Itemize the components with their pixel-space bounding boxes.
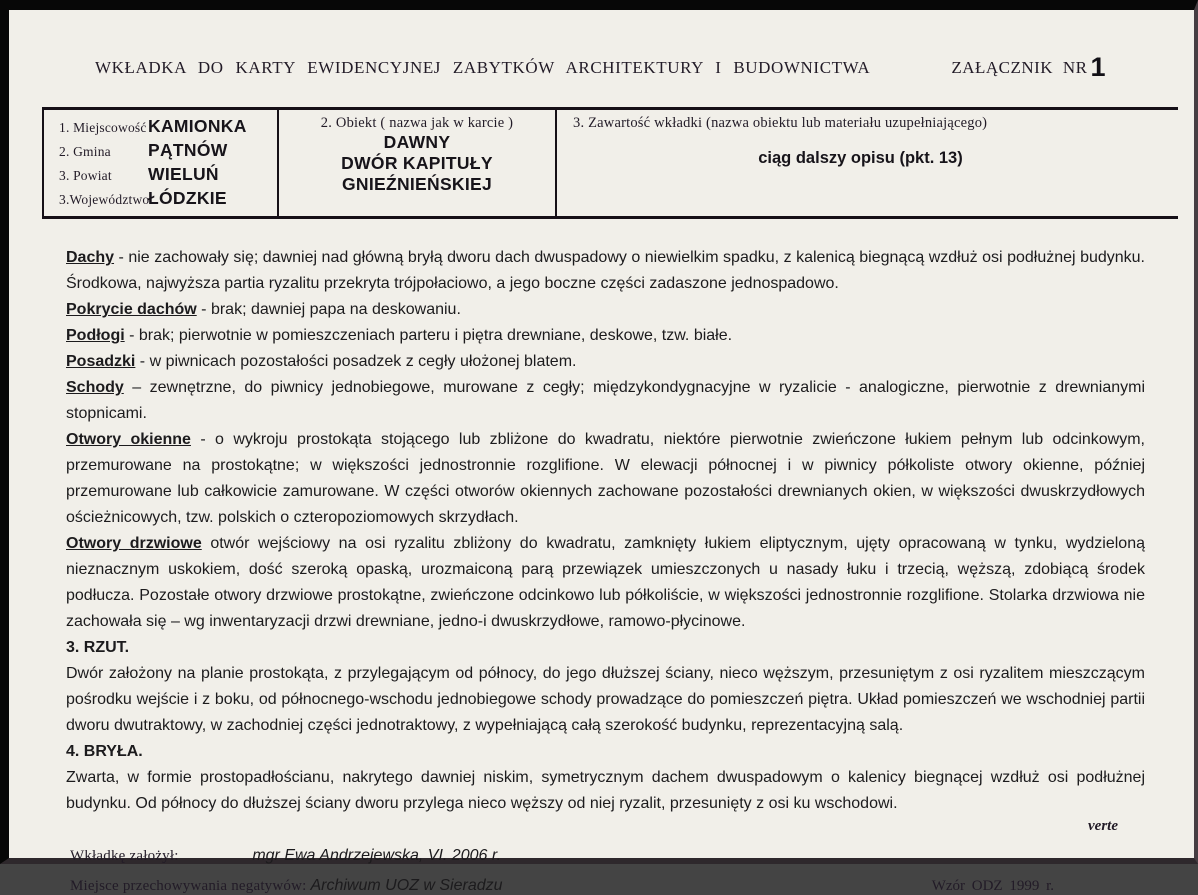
section-heading-bryla bbox=[66, 739, 1145, 765]
content-value: ciąg dalszy opisu (pkt. 13) bbox=[758, 149, 963, 167]
content-cell bbox=[555, 110, 1178, 216]
location-label: 3. Powiat bbox=[59, 168, 112, 183]
founder-row bbox=[70, 847, 1154, 865]
description-paragraph bbox=[66, 297, 1145, 323]
location-label: 2. Gmina bbox=[59, 144, 111, 159]
negatives-value: Archiwum UOZ w Sieradzu bbox=[310, 877, 503, 894]
paragraph-text: - w piwnicach pozostałości posadzek z cegły ułożonej blatem. bbox=[135, 353, 577, 370]
description-paragraph bbox=[66, 375, 1145, 427]
paragraph-heading: Dachy bbox=[66, 249, 115, 266]
location-value: KAMIONKA bbox=[148, 116, 247, 136]
location-value: WIELUŃ bbox=[148, 164, 219, 184]
location-value: PĄTNÓW bbox=[148, 140, 228, 160]
title-bar bbox=[9, 10, 1194, 83]
founder-value: mgr Ewa Andrzejewska, VI. 2006 r. bbox=[252, 847, 502, 864]
description-section bbox=[9, 219, 1194, 817]
negatives-label: Miejsce przechowywania negatywów: bbox=[70, 878, 311, 894]
paragraph-text: Dwór założony na planie prostokąta, z przylegającym od północy, do jego dłuższej ściany, nieco węższym, przesuniętym z osi ryzalitem mieszczącym pośrodku wejście i z boku, od północnego-wschodu jednobiegowe schody prowadzące do pomieszczeń piętra. Układ pomieszczeń we wschodniej partii dworu dwutraktowy, w zachodniej części jednotraktowy, z wypełniającą całą szerokość budynku, reprezentacyjną salą. bbox=[66, 665, 1145, 734]
location-label: 1. Miejscowość bbox=[59, 120, 147, 135]
location-value: ŁÓDZKIE bbox=[148, 188, 227, 208]
section-heading-rzut bbox=[66, 635, 1145, 661]
verte-note: verte bbox=[1088, 818, 1118, 834]
negatives-group bbox=[70, 877, 503, 895]
paragraph-heading: Podłogi bbox=[66, 327, 125, 344]
location-row bbox=[59, 187, 277, 211]
object-name-line: DWÓR KAPITUŁY bbox=[341, 153, 493, 173]
footer bbox=[9, 836, 1194, 895]
location-cell bbox=[42, 110, 277, 216]
location-row bbox=[59, 115, 277, 139]
negatives-row bbox=[70, 877, 1154, 895]
paragraph-text: Zwarta, w formie prostopadłościanu, nakrytego dawniej niskim, symetrycznym dachem dwuspadowym o kalenicy biegnącej wzdłuż osi podłużnej budynku. Od północy do dłuższej ściany dworu przylega nieco węższy od niej ryzalit, przesunięty z osi ku wschodowi. bbox=[66, 769, 1145, 812]
founder-label: Wkładkę założył: bbox=[70, 848, 179, 864]
paragraph-heading: 4. BRYŁA. bbox=[66, 743, 143, 760]
paragraph-heading: Pokrycie dachów bbox=[66, 301, 197, 318]
description-paragraph bbox=[66, 661, 1145, 739]
attachment-number: 1 bbox=[1090, 52, 1106, 82]
paragraph-text: - nie zachowały się; dawniej nad główną bryłą dworu dach dwuspadowy o niewielkim spadku, z kalenicą biegnącą wzdłuż osi podłużnej budynku. Środkowa, najwyższa partia ryzalitu przekryta trójpołaciowo, a jego boczne części zadaszone jednospadowo. bbox=[66, 249, 1145, 292]
description-paragraph bbox=[66, 531, 1145, 635]
content-label: 3. Zawartość wkładki (nazwa obiektu lub materiału uzupełniającego) bbox=[573, 115, 988, 131]
location-label: 3.Województwo bbox=[59, 192, 150, 207]
description-paragraph bbox=[66, 349, 1145, 375]
attachment-text: ZAŁĄCZNIK NR bbox=[951, 58, 1088, 77]
attachment-label bbox=[951, 52, 1106, 83]
description-paragraph bbox=[66, 765, 1145, 817]
paragraph-heading: Otwory okienne bbox=[66, 431, 191, 448]
paragraph-heading: Posadzki bbox=[66, 353, 136, 370]
page-title: WKŁADKA DO KARTY EWIDENCYJNEJ ZABYTKÓW ARCHITEKTURY I BUDOWNICTWA bbox=[95, 58, 871, 77]
paragraph-heading: Otwory drzwiowe bbox=[66, 535, 202, 552]
object-name-line: DAWNY bbox=[383, 132, 451, 152]
object-name-line: GNIEŹNIEŃSKIEJ bbox=[341, 174, 493, 194]
location-row bbox=[59, 163, 277, 187]
paragraph-heading: Schody bbox=[66, 379, 124, 396]
paragraph-text: - o wykroju prostokąta stojącego lub zbliżone do kwadratu, niektóre pierwotnie zwieńczone łukiem pełnym lub odcinkowym, przemurowane na prostokątne; w większości jednostronnie rozglifione. W elewacji północnej i w piwnicy półkoliste otwory okienne, później przemurowane lub całkowicie zamurowane. W części otworów okiennych zachowane pozostałości drewnianych okien, w większości dwuskrzydłowych ościeżnicowych, tzw. polskich o czteropoziomowych skrzydłach. bbox=[66, 431, 1145, 526]
description-paragraph bbox=[66, 427, 1145, 531]
paragraph-heading: 3. RZUT. bbox=[66, 639, 130, 656]
paragraph-text: otwór wejściowy na osi ryzalitu zbliżony do kwadratu, zamknięty łukiem eliptycznym, ujęty opracowaną w tynku, wydzieloną nieznacznym uskokiem, dość szeroką opaską, urozmaiconą parą przewiązek umieszczonych u nasady łuku i trzecią, węższą, zdobiącą środek podłucza. Pozostałe otwory drzwiowe prostokątne, zwieńczone odcinkowo lub półkoliście, w większości jednostronnie rozglifione. Stolarka drzwiowa nie zachowała się – wg inwentaryzacji drzwi drewniane, jedno-i dwuskrzydłowe, ramowo-płycinowe. bbox=[66, 535, 1146, 630]
header-table bbox=[42, 107, 1178, 219]
object-label: 2. Obiekt ( nazwa jak w karcie ) bbox=[320, 115, 514, 131]
paragraph-text: – zewnętrzne, do piwnicy jednobiegowe, murowane z cegły; międzykondygnacyjne w ryzalicie - analogiczne, pierwotnie z drewnianymi stopnicami. bbox=[66, 379, 1145, 422]
description-paragraph bbox=[66, 245, 1145, 297]
paragraph-text: - brak; dawniej papa na deskowaniu. bbox=[196, 301, 461, 318]
location-row bbox=[59, 139, 277, 163]
object-cell bbox=[277, 110, 555, 216]
paragraph-text: - brak; pierwotnie w pomieszczeniach parteru i piętra drewniane, deskowe, tzw. białe. bbox=[124, 327, 733, 344]
description-paragraph bbox=[66, 323, 1145, 349]
form-code: Wzór ODZ 1999 r. bbox=[931, 878, 1054, 894]
